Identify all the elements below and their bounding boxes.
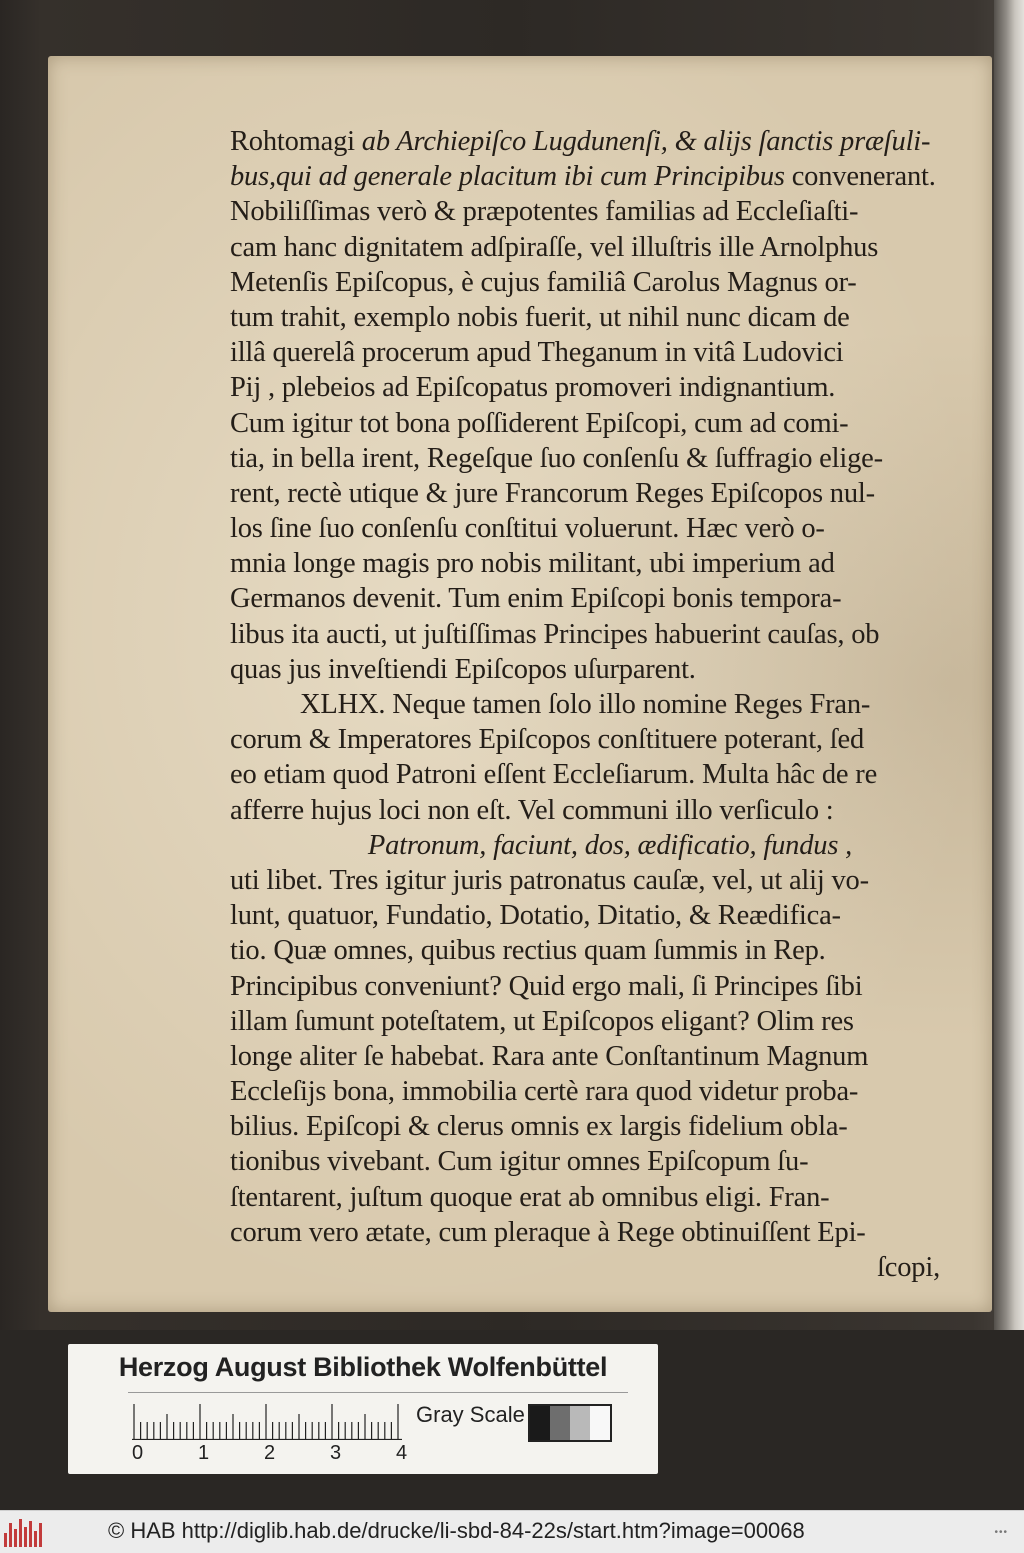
footer-url[interactable]: © HAB http://diglib.hab.de/drucke/li-sbd-84-22s/start.htm?image=00068 bbox=[108, 1518, 805, 1543]
text-line bbox=[230, 370, 950, 405]
text-line bbox=[230, 300, 950, 335]
text-line bbox=[230, 652, 950, 687]
text-line-content: ſtentarent, juſtum quoque erat ab omnibus eligi. Fran- bbox=[230, 1181, 830, 1213]
text-line-content: Pij , plebeios ad Epiſcopatus promoveri indignantium. bbox=[230, 372, 836, 404]
text-line bbox=[230, 793, 950, 828]
book-edge bbox=[994, 0, 1024, 1330]
text-line-content: longe aliter ſe habebat. Rara ante Conſtantinum Magnum bbox=[230, 1040, 869, 1072]
text-line-content: Cum igitur tot bona poſſiderent Epiſcopi, cum ad comi- bbox=[230, 407, 849, 439]
text-line bbox=[230, 159, 950, 194]
text-line-content: rent, rectè utique & jure Francorum Reges Epiſcopos nul- bbox=[230, 477, 875, 509]
gray-scale-label: Gray Scale bbox=[416, 1402, 525, 1427]
text-line-content: illam ſumunt poteſtatem, ut Epiſcopos eligant? Olim res bbox=[230, 1005, 854, 1037]
text-line bbox=[230, 1109, 950, 1144]
page-text bbox=[230, 124, 950, 1285]
text-line-content: quas jus inveſtiendi Epiſcopos uſurparent. bbox=[230, 653, 696, 685]
text-line-content: bus,qui ad generale placitum ibi cum Principibus convenerant. bbox=[230, 161, 936, 193]
footer-bar bbox=[0, 1510, 1024, 1553]
scale-number: 1 bbox=[198, 1442, 210, 1464]
text-line-content: illâ querelâ procerum apud Theganum in vitâ Ludovici bbox=[230, 337, 844, 369]
text-line-content: bilius. Epiſcopi & clerus omnis ex largis fidelium obla- bbox=[230, 1111, 848, 1143]
text-line-content: Principibus conveniunt? Quid ergo mali, ſi Principes ſibi bbox=[230, 970, 863, 1002]
text-line bbox=[230, 687, 950, 722]
text-line bbox=[230, 335, 950, 370]
text-line-content: Rohtomagi ab Archiepiſco Lugdunenſi, & alijs ſanctis præſuli- bbox=[230, 126, 931, 157]
text-line-content: tio. Quæ omnes, quibus rectius quam ſummis in Rep. bbox=[230, 935, 826, 967]
text-line bbox=[230, 1180, 950, 1215]
text-line bbox=[230, 757, 950, 792]
swatch-black bbox=[530, 1406, 550, 1440]
text-line-content: Eccleſijs bona, immobilia certè rara quod videtur proba- bbox=[230, 1076, 859, 1108]
text-line bbox=[230, 1215, 950, 1250]
text-line-content: uti libet. Tres igitur juris patronatus cauſæ, vel, ut alij vo- bbox=[230, 864, 869, 896]
text-line bbox=[230, 124, 950, 159]
card-title: Herzog August Bibliothek Wolfenbüttel bbox=[118, 1352, 608, 1382]
text-line-content: corum vero ætate, cum pleraque à Rege obtinuiſſent Epi- bbox=[230, 1216, 866, 1248]
text-line-content: tionibus vivebant. Cum igitur omnes Epiſcopum ſu- bbox=[230, 1146, 809, 1178]
text-line bbox=[230, 933, 950, 968]
text-line bbox=[230, 1074, 950, 1109]
text-line-content: eo etiam quod Patroni eſſent Eccleſiarum. Multa hâc de re bbox=[230, 759, 878, 791]
swatch-light-gray bbox=[570, 1406, 590, 1440]
verse-line: Patronum, faciunt, dos, ædificatio, fundus , bbox=[367, 829, 853, 861]
text-line bbox=[230, 617, 950, 652]
text-line bbox=[230, 863, 950, 898]
text-line bbox=[230, 722, 950, 757]
text-line bbox=[230, 194, 950, 229]
text-line-content: libus ita aucti, ut juſtiſſimas Principes habuerint cauſas, ob bbox=[230, 618, 880, 650]
color-card bbox=[68, 1344, 658, 1474]
swatch-dark-gray bbox=[550, 1406, 570, 1440]
text-line bbox=[230, 1004, 950, 1039]
text-line bbox=[230, 441, 950, 476]
text-line-content: tia, in bella irent, Regeſque ſuo conſenſu & ſuffragio elige- bbox=[230, 442, 883, 474]
text-line-content: Nobiliſſimas verò & præpotentes familias ad Eccleſiaſti- bbox=[230, 196, 859, 228]
text-line bbox=[230, 969, 950, 1004]
scale-ruler bbox=[132, 1404, 402, 1440]
footer-menu-icon[interactable]: ••• bbox=[994, 1527, 1008, 1538]
text-line bbox=[230, 546, 950, 581]
text-line bbox=[230, 1039, 950, 1074]
text-line bbox=[230, 581, 950, 616]
text-line bbox=[230, 406, 950, 441]
text-line-content: cam hanc dignitatem adſpiraſſe, vel illuſtris ille Arnolphus bbox=[230, 231, 879, 263]
text-line-content: corum & Imperatores Epiſcopos conſtituere poterant, ſed bbox=[230, 724, 864, 756]
swatch-white bbox=[590, 1406, 610, 1440]
scale-number: 4 bbox=[396, 1442, 408, 1464]
text-line bbox=[230, 476, 950, 511]
scale-number: 2 bbox=[264, 1442, 276, 1464]
text-line bbox=[230, 898, 950, 933]
text-line bbox=[230, 511, 950, 546]
text-line-content: Germanos devenit. Tum enim Epiſcopi bonis tempora- bbox=[230, 583, 842, 615]
text-line bbox=[230, 230, 950, 265]
text-line bbox=[230, 1144, 950, 1179]
text-line-content: tum trahit, exemplo nobis fuerit, ut nihil nunc dicam de bbox=[230, 301, 850, 333]
text-line-content: los ſine ſuo conſenſu conſtitui voluerunt. Hæc verò o- bbox=[230, 513, 825, 545]
text-line-content: afferre hujus loci non eſt. Vel communi illo verſiculo : bbox=[230, 794, 834, 826]
scale-number: 3 bbox=[330, 1442, 342, 1464]
text-line-content: XLHX. Neque tamen ſolo illo nomine Reges Fran- bbox=[300, 689, 871, 720]
card-divider bbox=[128, 1392, 628, 1393]
text-line-content: mnia longe magis pro nobis militant, ubi imperium ad bbox=[230, 548, 835, 580]
catchword: ſcopi, bbox=[877, 1252, 940, 1283]
text-line bbox=[230, 265, 950, 300]
text-line-content: lunt, quatuor, Fundatio, Dotatio, Ditatio, & Reædifica- bbox=[230, 900, 841, 932]
gray-scale-swatches bbox=[528, 1404, 612, 1442]
scale-numbers bbox=[124, 1442, 424, 1468]
scale-number: 0 bbox=[132, 1442, 144, 1464]
hab-logo-icon bbox=[4, 1517, 48, 1547]
text-line-content: Metenſis Epiſcopus, è cujus familiâ Carolus Magnus or- bbox=[230, 266, 857, 298]
